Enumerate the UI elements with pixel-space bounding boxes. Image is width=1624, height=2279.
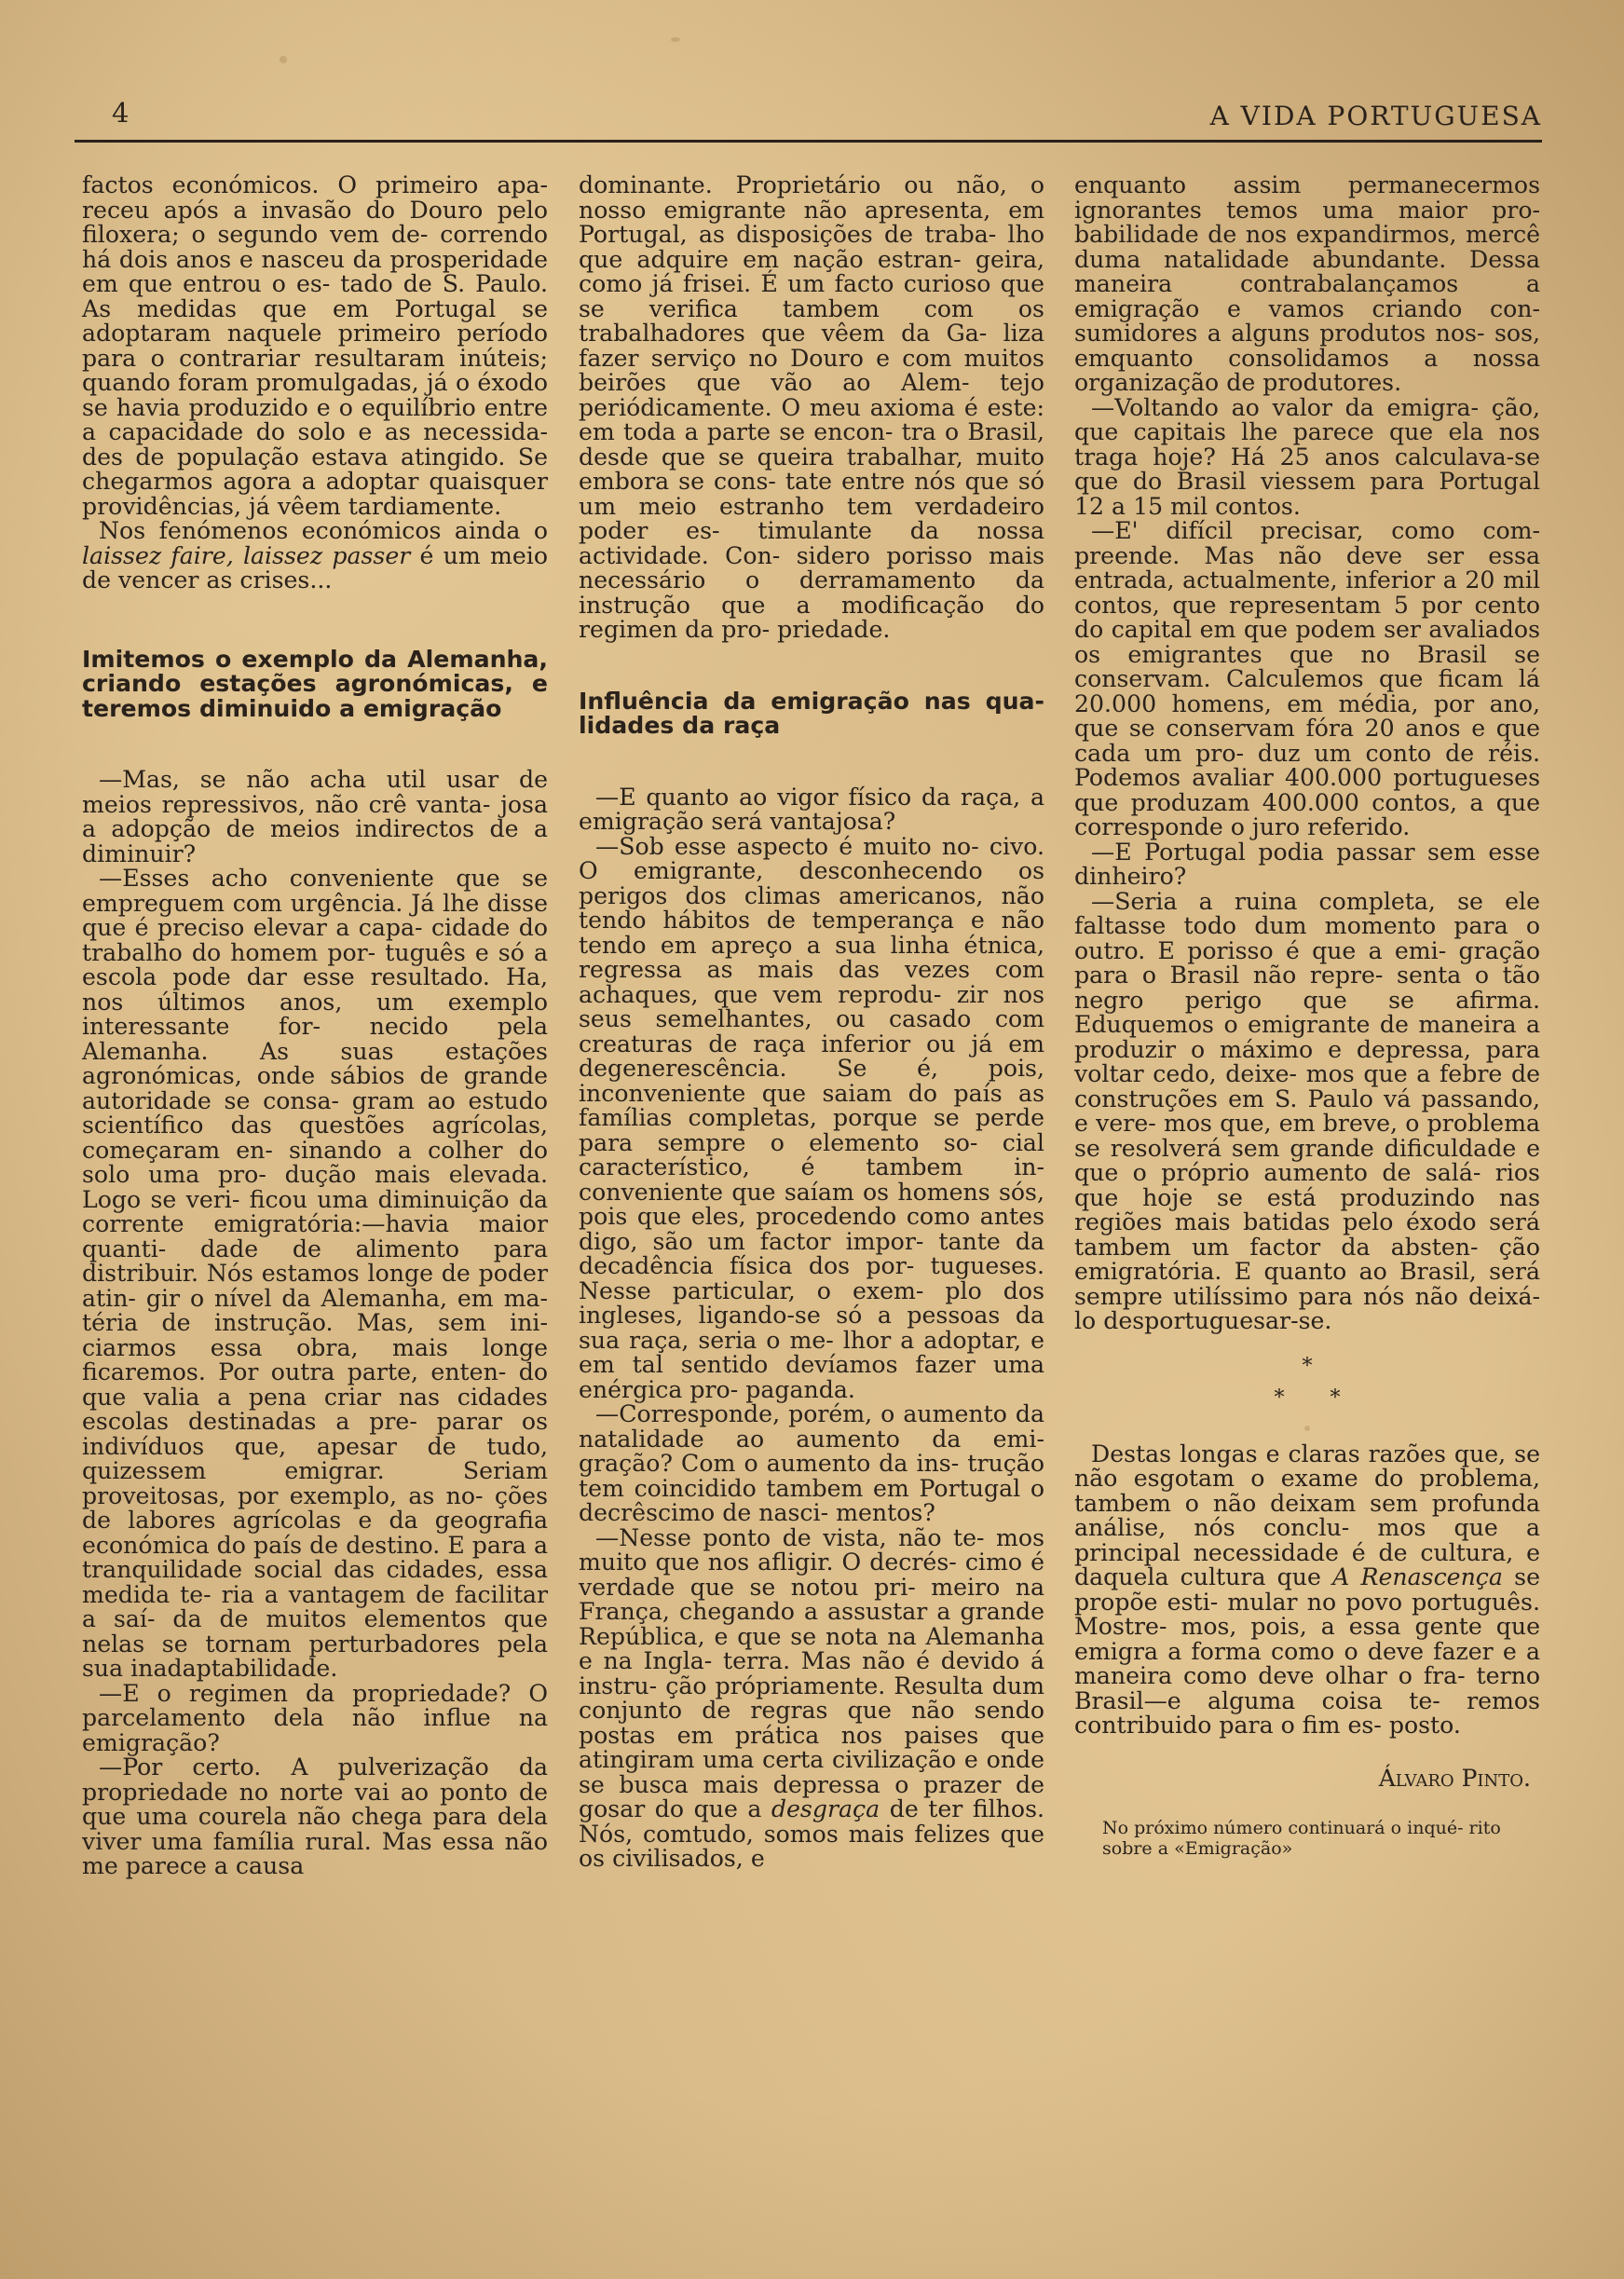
paragraph: factos económicos. O primeiro apa- receu após a invasão do Douro pelo filoxera; o segundo vem de- correndo há dois anos e nasceu da prosperidade em que entrou o es- tado de S. Paulo. As medidas que em Portugal se adoptaram naquele primeiro período para o contrariar resultaram inúteis; quando foram promulgadas, já o éxodo se havia produzido e o equilíbrio entre a capacidade do solo e as necessida- des de população estava atingido. Se chegarmos agora a adoptar quaisquer providências, já vêem tardiamente. — [82, 171, 548, 520]
italic-title: A Renascença — [1332, 1563, 1503, 1590]
paragraph — [579, 1523, 1044, 1872]
paragraph: —Corresponde, porém, o aumento da natalidade ao aumento da emi- gração? Com o aumento da ins- trução tem coincidido tambem em Portugal o decrêscimo de nasci- mentos? — [579, 1400, 1044, 1526]
column-1 — [82, 173, 548, 1879]
paragraph-text: Nos fenómenos económicos ainda o — [99, 517, 548, 544]
paragraph: —Esses acho conveniente que se empreguem com urgência. Já lhe disse que é preciso elevar a capa- cidade do trabalho do homem por- tuguês e só a escola pode dar esse resultado. Ha, nos últimos anos, um exemplo interessante for- necido pela Alemanha. As suas estações agronómicas, onde sábios de grande autoridade se consa- gram ao estudo scientífico das questões agrícolas, começaram en- sinando a colher do solo uma pro- dução mais elevada. Logo se veri- ficou uma diminuição da corrente emigratória:—havia maior quanti- dade de alimento para distribuir. Nós estamos longe de poder atin- gir o nível da Alemanha, em ma- téria de instrução. Mas, sem ini- ciarmos essa obra, mais longe ficaremos. Por outra parte, enten- do que valia a pena criar nas cidades escolas destinadas a pre- parar os indivíduos que, apesar de tudo, quizessem emigrar. Seriam proveitosas, por exemplo, as no- ções de labores agrícolas e da geografia económica do país de destino. E para a tranquilidade social das cidades, essa medida te- ria a vantagem de facilitar a saí- da de muitos elementos que nelas se tornam perturbadores pela sua inadaptabilidade. — [82, 865, 548, 1682]
paragraph: —Seria a ruina completa, se ele faltasse todo dum momento para o outro. E porisso é que a emi- gração para o Brasil não repre- senta o tão negro perigo que se afirma. Eduquemos o emigrante de maneira a produzir o máximo e depressa, para voltar cedo, deixe- mos que a febre de construções em S. Paulo vá passando, e vere- mos que, em breve, o problema se resolverá sem grande dificuldade e que o próprio aumento de salá- rios que hoje se está produzindo nas regiões mais batidas pelo éxodo será tambem um factor da absten- ção emigratória. E quanto ao Brasil, será sempre utilíssimo para nós não deixá-lo desportuguesar-se. — [1074, 887, 1540, 1334]
paragraph-text: é um meio de vencer as crises... — [82, 541, 548, 594]
paragraph-text: se propõe esti- mular no povo português. Mostre- mos, pois, a essa gente que emigra a forma como o deve fazer e a maneira como deve olhar o fra- terno Brasil—e alguma coisa te- remos contribuido para o fim es- posto. — [1074, 1563, 1540, 1739]
section-divider-stars-top: * — [1302, 1354, 1313, 1378]
paragraph: enquanto assim permanecermos ignorantes temos uma maior pro- babilidade de nos expandirmos, mercê duma natalidade abundante. Dessa maneira contrabalançamos a emigração e vamos criando con- sumidores a alguns produtos nos- sos, emquanto consolidamos a nossa organização de produtores. — [1074, 171, 1540, 396]
paragraph: —E' difícil precisar, como com- preende. Mas não deve ser essa entrada, actualmente, inferior a 20 mil contos, que representam 5 por cento do capital em que podem ser avaliados os emigrantes que no Brasil se conservam. Calculemos que ficam lá 20.000 homens, em média, por ano, que se conservam fóra 20 anos e que cada um pro- duz um conto de réis. Podemos avaliar 400.000 portugueses que produzam 400.000 contos, a que corresponde o juro referido. — [1074, 517, 1540, 840]
page-number: 4 — [112, 97, 130, 129]
italic-phrase: laissez faire, laissez passer — [82, 541, 411, 569]
italic-word: desgraça — [771, 1795, 880, 1822]
column-2 — [579, 173, 1044, 1872]
section-heading: Influência da emigração nas qua- lidades da raça — [579, 687, 1044, 739]
paragraph — [82, 519, 548, 594]
paragraph: —E Portugal podia passar sem esse dinheiro? — [1074, 838, 1540, 890]
column-3 — [1074, 173, 1540, 1859]
paragraph: —Sob esse aspecto é muito no- civo. O emigrante, desconhecendo os perigos dos climas americanos, não tendo hábitos de temperança e não tendo em apreço a sua linha étnica, regressa as mais das vezes com achaques, que vem reprodu- zir nos seus semelhantes, ou casado com creaturas de raça inferior ou já em degenerescência. Se é, pois, inconveniente que saiam do país as famílias completas, porque se perde para sempre o elemento so- cial característico, é tambem in- conveniente que saíam os homens sós, pois que eles, procedendo como antes digo, são um factor impor- tante da decadência física dos por- tugueses. Nesse particular, o exem- plo dos ingleses, ligando-se só a pessoas da sua raça, seria o me- lhor a adoptar, e em tal sentido devíamos fazer uma enérgica pro- paganda. — [579, 832, 1044, 1403]
paragraph-text: —Nesse ponto de vista, não te- mos muito que nos afligir. O decrés- cimo é verdade que se notou pri- meiro na França, chegando a assustar a grande República, e que se nota na Alemanha e na Ingla- terra. Mas não é devido á instru- ção própriamente. Resulta dum conjunto de regras que não sendo postas em prática nos paises que atingiram uma certa civilização e onde se busca mais depressa o prazer de gosar do que a — [579, 1523, 1044, 1822]
paragraph-text: de ter filhos. Nós, comtudo, somos mais felizes que os civilisados, e — [579, 1795, 1044, 1872]
paragraph: —E o regimen da propriedade? O parcelamento dela não influe na emigração? — [82, 1679, 548, 1756]
paragraph: —E quanto ao vigor físico da raça, a emigração será vantajosa? — [579, 783, 1044, 835]
paragraph: dominante. Proprietário ou não, o nosso emigrante não apresenta, em Portugal, as disposições de traba- lho que adquire em nação estran- geira, como já frisei. É um facto curioso que se verifica tambem com os trabalhadores que vêem da Ga- liza fazer serviço no Douro e com muitos beirões que vão ao Alem- tejo periódicamente. O meu axioma é este: em toda a parte se encon- tra o Brasil, desde que se queira trabalhar, muito embora se cons- tate entre nós que só um meio estranho tem verdadeiro poder es- timulante da nossa actividade. Con- sidero porisso mais necessário o derramamento da instrução que a modificação do regimen da pro- priedade. — [579, 171, 1044, 643]
paragraph: —Mas, se não acha util usar de meios repressivos, não crê vanta- josa a adopção de meios indirectos de a diminuir? — [82, 766, 548, 867]
section-heading: Imitemos o exemplo da Alemanha, criando estações agronómicas, e teremos diminuido a emigração — [82, 645, 548, 722]
paragraph: —Por certo. A pulverização da propriedade no norte vai ao ponto de que uma courela não chega para dela viver uma família rural. Mas essa não me parece a causa — [82, 1754, 548, 1879]
author-signature: Álvaro Pinto. — [1378, 1764, 1531, 1792]
section-divider-stars-bottom: * * — [1274, 1385, 1341, 1410]
continuation-note: No próximo número continuará o inqué- rito sobre a «Emigração» — [1102, 1817, 1501, 1859]
paragraph: —Voltando ao valor da emigra- ção, que capitais lhe parece que ela nos traga hoje? Há 25 anos calculava-se que do Brasil viessem para Portugal 12 a 15 mil contos. — [1074, 393, 1540, 520]
paragraph-text: Destas longas e claras razões que, se não esgotam o exame do problema, tambem o não deixam sem profunda análise, nós conclu- mos que a principal necessidade é de cultura, e daquela cultura que — [1074, 1440, 1540, 1590]
page-header — [75, 93, 1542, 143]
publication-title: A VIDA PORTUGUESA — [1209, 101, 1542, 131]
paragraph — [1074, 1442, 1540, 1739]
